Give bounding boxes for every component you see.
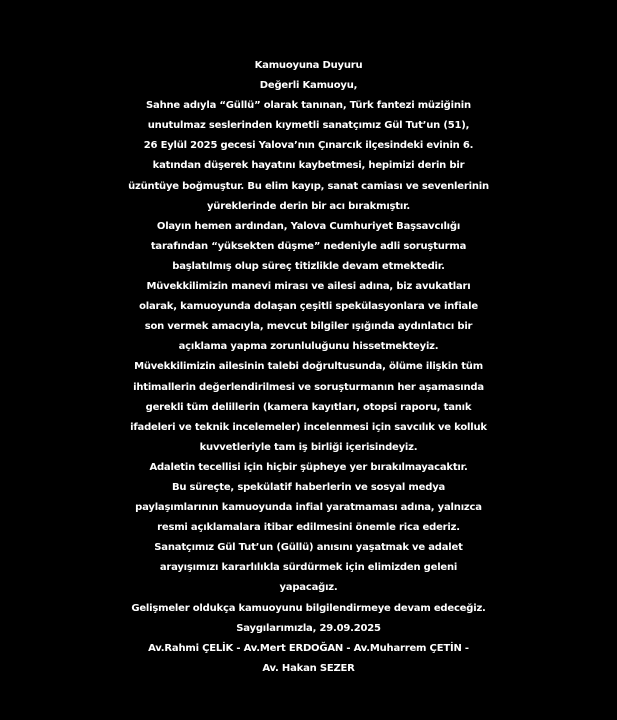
statement-line: açıklama yapma zorunluluğunu hissetmekteyiz. (178, 341, 439, 353)
statement-line: üzüntüye boğmuştur. Bu elim kayıp, sanat camiası ve sevenlerinin (128, 180, 489, 192)
statement-line: yapacağız. (279, 582, 338, 594)
statement-closing: Saygılarımızla, 29.09.2025 (236, 622, 381, 634)
statement-line: Bu süreçte, spekülatif haberlerin ve sosyal medya (171, 481, 446, 493)
statement-line: arayışımızı kararlılıkla sürdürmek için elimizden geleni (159, 562, 458, 574)
statement-line: yüreklerinde derin bir acı bırakmıştır. (206, 200, 411, 212)
statement-line: ihtimallerin değerlendirilmesi ve soruşturmanın her aşamasında (133, 381, 484, 393)
statement-line: Adaletin tecellisi için hiçbir şüpheye yer bırakılmayacaktır. (149, 461, 468, 473)
statement-signatories: Av. Hakan SEZER (262, 662, 355, 674)
statement-line: Müvekkilimizin manevi mirası ve ailesi adına, biz avukatları (146, 281, 471, 293)
statement-line: katından düşerek hayatını kaybetmesi, hepimizi derin bir (152, 160, 465, 172)
statement-line: paylaşımlarının kamuoyunda infial yaratmaması adına, yalnızca (135, 502, 482, 514)
statement-line: kuvvetleriyle tam iş birliği içerisindeyiz. (199, 441, 418, 453)
statement-line: unutulmaz seslerinden kıymetli sanatçımız Gül Tut’un (51), (147, 120, 470, 132)
statement-line: Gelişmeler oldukça kamuoyunu bilgilendirmeye devam edeceğiz. (131, 602, 486, 614)
statement-line: başlatılmış olup süreç titizlikle devam etmektedir. (172, 260, 445, 272)
statement-line: ifadeleri ve teknik incelemeler) incelenmesi için savcılık ve kolluk (130, 421, 487, 433)
statement-line: Müvekkilimizin ailesinin talebi doğrultusunda, ölüme ilişkin tüm (134, 361, 483, 373)
statement-line: son vermek amacıyla, mevcut bilgiler ışığında aydınlatıcı bir (144, 321, 473, 333)
statement-line: Olayın hemen ardından, Yalova Cumhuriyet Başsavcılığı (156, 220, 461, 232)
statement-line: Sanatçımız Gül Tut’un (Güllü) anısını yaşatmak ve adalet (154, 542, 463, 554)
statement-line: tarafından “yüksekten düşme” nedeniyle adli soruşturma (150, 240, 467, 252)
statement-line: Sahne adıyla “Güllü” olarak tanınan, Türk fantezi müziğinin (146, 100, 471, 112)
statement-salutation: Değerli Kamuoyu, (259, 80, 358, 92)
statement-heading: Kamuoyuna Duyuru (254, 60, 363, 71)
statement-line: resmi açıklamalara itibar edilmesini önemle rica ederiz. (157, 522, 460, 534)
public-statement (0, 56, 617, 679)
statement-line: gerekli tüm delillerin (kamera kayıtları, otopsi raporu, tanık (145, 401, 472, 413)
statement-line: olarak, kamuoyunda dolaşan çeşitli spekülasyonlara ve infiale (139, 301, 478, 313)
statement-signatories: Av.Rahmi ÇELİK - Av.Mert ERDOĞAN - Av.Muharrem ÇETİN - (148, 642, 469, 654)
statement-line: 26 Eylül 2025 gecesi Yalova’nın Çınarcık ilçesindeki evinin 6. (143, 140, 474, 152)
